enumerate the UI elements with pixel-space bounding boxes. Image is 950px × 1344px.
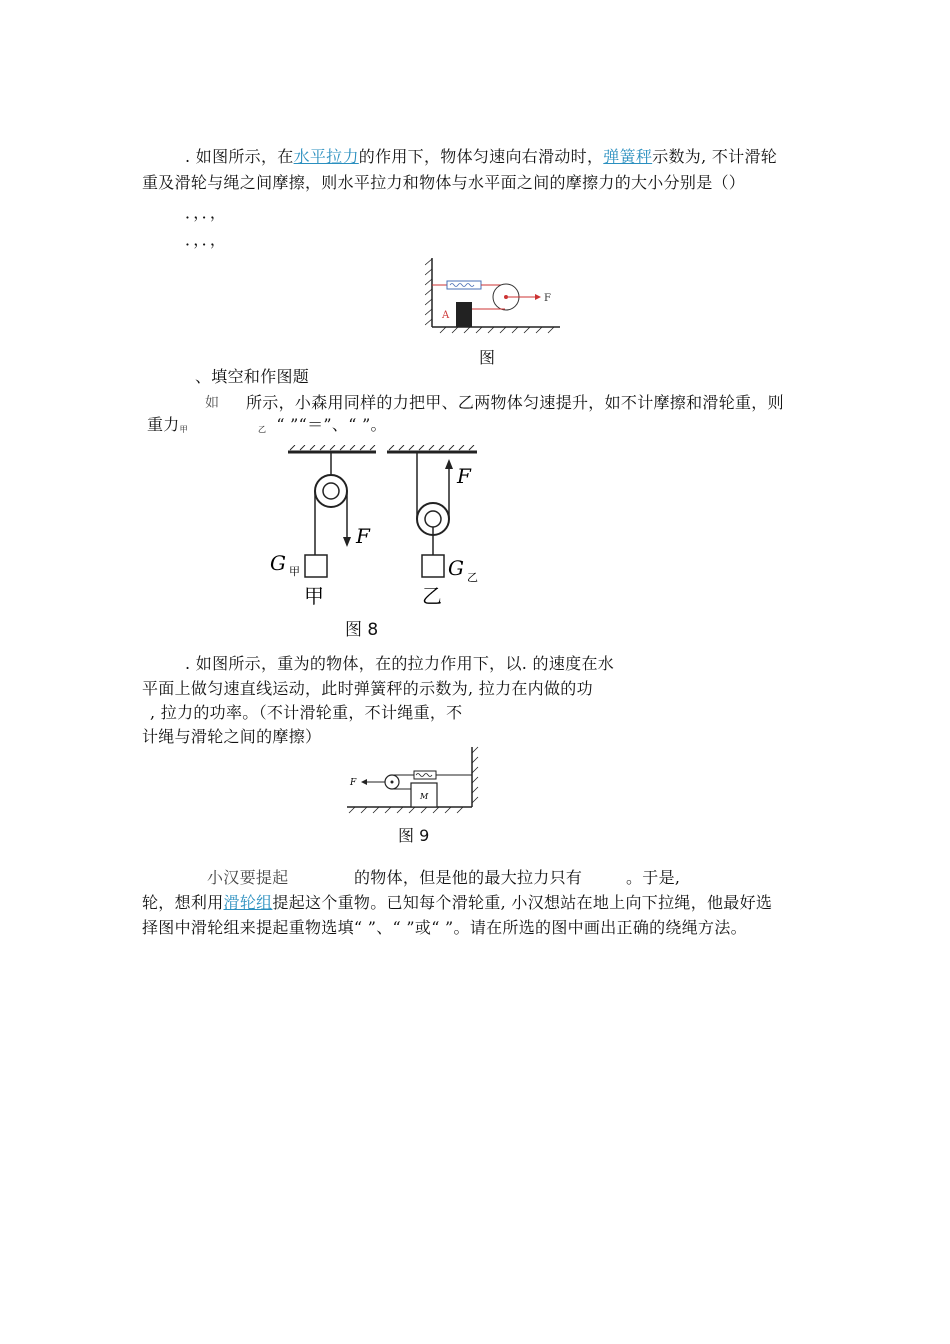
- q2-line2-a: [147, 415, 188, 438]
- q4-text-a: 轮，想利用: [142, 893, 224, 912]
- q1-line1: [185, 147, 777, 167]
- q4-line1-b: 的物体，但是他的最大拉力只有: [354, 868, 583, 887]
- q1-fig-label-a: A: [442, 310, 450, 321]
- q2-fig-name-left: 甲: [304, 584, 324, 608]
- section-heading: 、填空和作图题: [195, 367, 310, 386]
- q1-text-a: . 如图所示，在: [185, 147, 294, 166]
- q1-line2: 重及滑轮与绳之间摩擦，则水平拉力和物体与水平面之间的摩擦力的大小分别是（）: [142, 173, 746, 192]
- q1-text-b: 的作用下，物体匀速向右滑动时，: [358, 147, 604, 166]
- q2-prefix: 如: [205, 395, 220, 411]
- q3-line1: . 如图所示，重为的物体，在的拉力作用下，以. 的速度在水: [185, 654, 615, 673]
- q2-fig-g-left-sub: 甲: [289, 565, 300, 578]
- q2-text-options: “ ”“＝”、“ ”。: [276, 415, 387, 434]
- q1-figure: [425, 255, 565, 335]
- q2-fig-g-right: G: [448, 556, 464, 580]
- q1-fig-label-f: F: [544, 293, 551, 304]
- q2-fig-g-right-sub: 乙: [467, 571, 478, 584]
- q1-text-c: 示数为, 不计滑轮: [652, 147, 778, 166]
- q2-figure: [262, 445, 502, 610]
- q2-sub-yi: 乙: [258, 425, 267, 434]
- q4-line1-c: 。于是,: [626, 868, 681, 887]
- q2-fig-f-left: F: [356, 524, 370, 548]
- link-pulley-block[interactable]: 滑轮组: [223, 893, 273, 912]
- q3-line4: 计绳与滑轮之间的摩擦）: [142, 727, 322, 746]
- q3-caption: 图 9: [398, 826, 430, 845]
- q3-fig-f: F: [350, 778, 357, 788]
- q2-fig-name-right: 乙: [422, 584, 442, 608]
- q2-text-weight: 重力: [147, 415, 180, 434]
- q4-line3: 择图中滑轮组来提起重物选填“ ”、“ ”或“ ”。请在所选的图中画出正确的绕绳方法。: [142, 918, 747, 937]
- q4-line2: [142, 893, 772, 913]
- q2-sub-jia: 甲: [179, 425, 188, 434]
- q2-fig-g-left: G: [270, 551, 286, 575]
- q2-line2-b: [258, 415, 387, 438]
- q4-line1-a: 小汉要提起: [207, 868, 289, 887]
- q3-line3: , 拉力的功率。（不计滑轮重，不计绳重，不: [150, 703, 463, 722]
- q2-fig-f-right: F: [457, 464, 471, 488]
- link-horizontal-pull[interactable]: 水平拉力: [293, 147, 359, 166]
- link-spring-scale[interactable]: 弹簧秤: [603, 147, 653, 166]
- q2-caption: 图 8: [345, 620, 379, 640]
- q3-fig-m: M: [420, 792, 429, 801]
- q1-caption: 图: [479, 348, 496, 367]
- q1-option-1: ．，．，: [185, 203, 227, 222]
- q1-option-2: ．，．，: [185, 230, 227, 249]
- q2-line1: 所示，小森用同样的力把甲、乙两物体匀速提升，如不计摩擦和滑轮重，则: [246, 393, 784, 412]
- q3-figure: [345, 745, 480, 815]
- q3-line2: 平面上做匀速直线运动，此时弹簧秤的示数为, 拉力在内做的功: [142, 679, 593, 698]
- q4-text-b: 提起这个重物。已知每个滑轮重, 小汉想站在地上向下拉绳，他最好选: [272, 893, 773, 912]
